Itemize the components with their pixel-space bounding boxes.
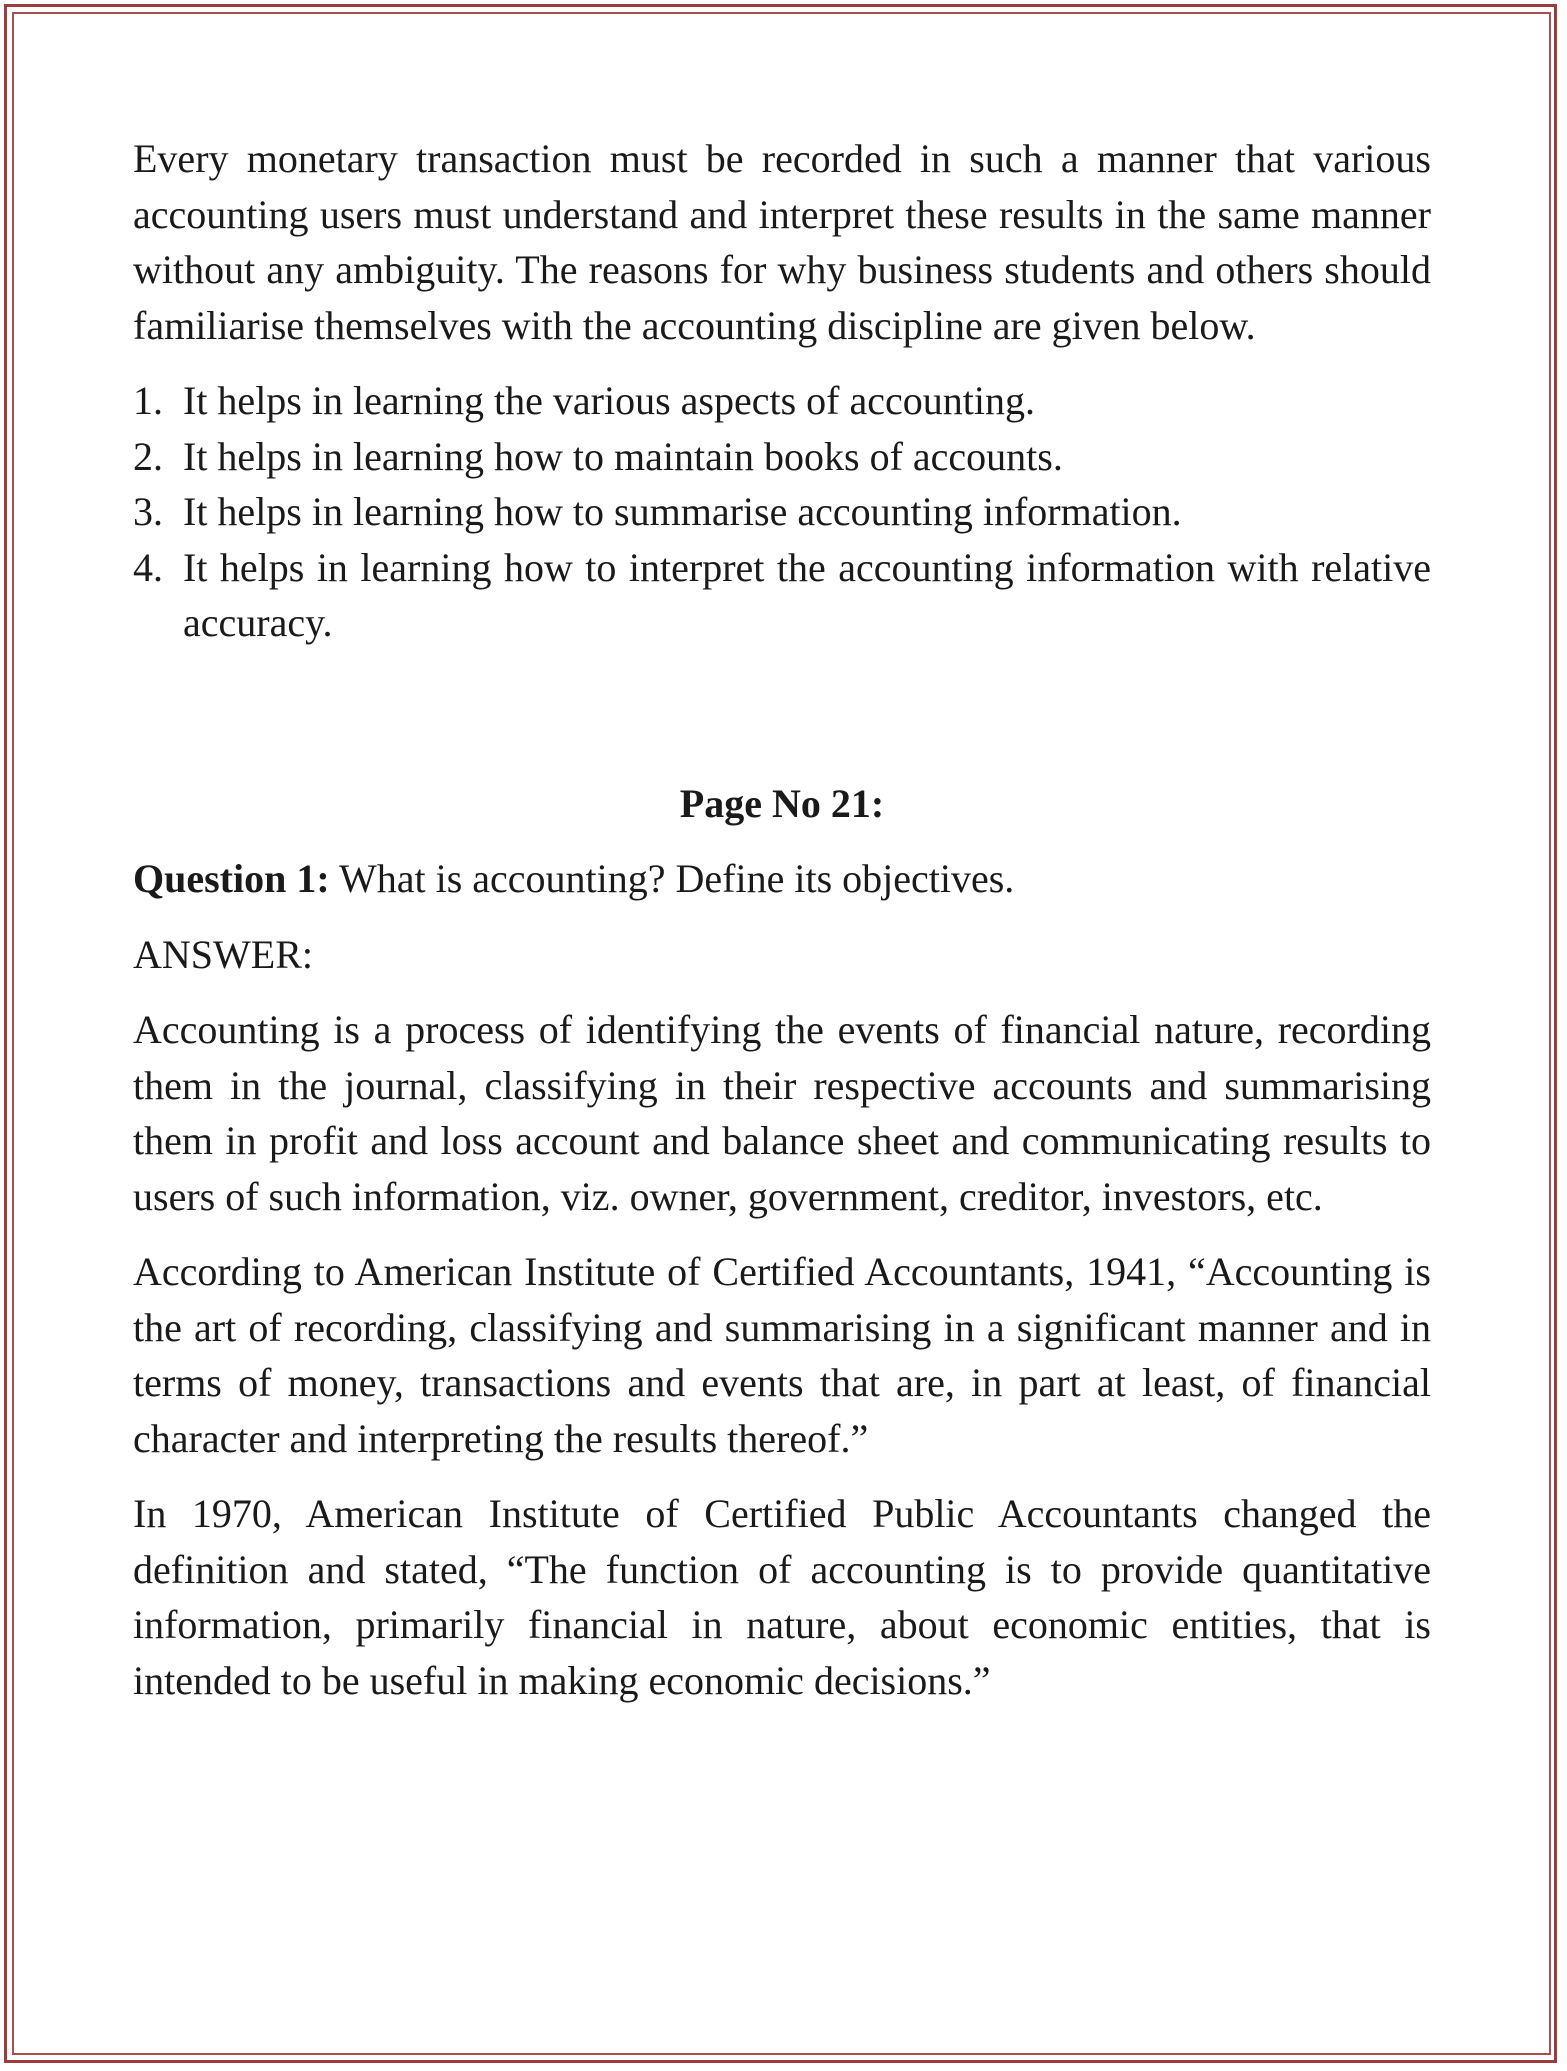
- question-label: Question 1:: [133, 856, 330, 901]
- page-heading: Page No 21:: [679, 780, 885, 826]
- answer-paragraph: In 1970, American Institute of Certified Public Accountants changed the definition and stated, “The function of accounting is to provide quantitative information, primarily financial in nature, about economic entities, that is intended to be useful in making economic decisions.”: [133, 1491, 1431, 1703]
- list-item: [133, 540, 1431, 651]
- list-item: [133, 484, 1431, 540]
- question: [133, 851, 1431, 907]
- intro-paragraph: Every monetary transaction must be recorded in such a manner that various accounting users must understand and interpret these results in the same manner without any ambiguity. The reasons for why business students and others should familiarise themselves with the accounting discipline are given below.: [133, 136, 1431, 348]
- question-text: What is accounting? Define its objectives.: [329, 856, 1015, 901]
- document-content: [133, 131, 1431, 1708]
- list-item-text: It helps in learning the various aspects of accounting.: [183, 378, 1035, 423]
- list-item: [133, 429, 1431, 485]
- answer-label: ANSWER:: [133, 931, 313, 977]
- list-item-number: 1.: [133, 378, 163, 423]
- answer-body: [133, 1002, 1431, 1708]
- answer-paragraph: Accounting is a process of identifying the events of financial nature, recording them in the journal, classifying in their respective accounts and summarising them in profit and loss account and balance sheet and communicating results to users of such information, viz. owner, government, creditor, investors, etc.: [133, 1007, 1431, 1219]
- list-item-number: 2.: [133, 433, 163, 479]
- reasons-list: [133, 373, 1431, 651]
- list-item: [133, 373, 1431, 429]
- list-item-text: It helps in learning how to maintain books of accounts.: [183, 433, 1063, 479]
- list-item-number: 4.: [133, 544, 163, 590]
- list-item-number: 3.: [133, 489, 163, 534]
- answer-paragraph: According to American Institute of Certified Accountants, 1941, “Accounting is the art of recording, classifying and summarising in a significant manner and in terms of money, transactions and events that are, in part at least, of financial character and interpreting the results thereof.”: [133, 1249, 1431, 1461]
- list-item-text: It helps in learning how to interpret the accounting information with relative accuracy.: [183, 544, 1431, 645]
- list-item-text: It helps in learning how to summarise accounting information.: [183, 489, 1182, 534]
